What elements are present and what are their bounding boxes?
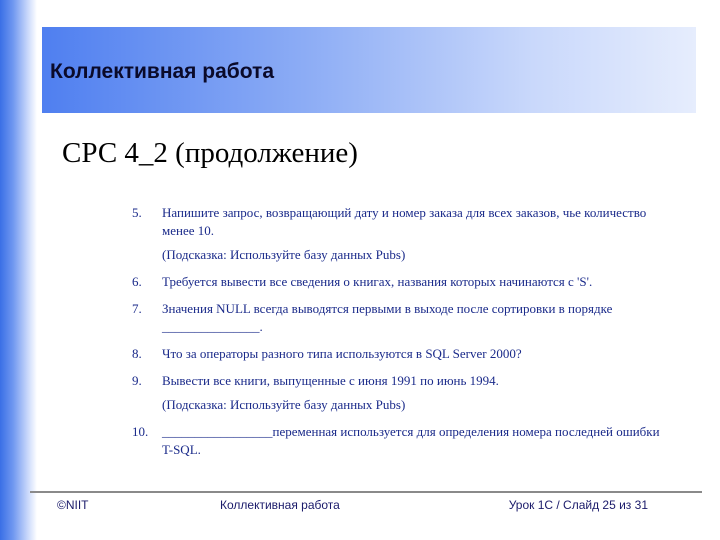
task-item-9 — [132, 372, 662, 390]
task-item-7 — [132, 300, 662, 336]
task-hint — [132, 396, 662, 414]
task-text: Значения NULL всегда выводятся первыми в выходе после сортировки в порядке _______________. — [162, 301, 613, 334]
task-number: 9. — [132, 373, 142, 388]
task-text: Что за операторы разного типа используются в SQL Server 2000? — [162, 346, 522, 361]
footer-course-title: Коллективная работа — [220, 498, 340, 512]
task-number: 10. — [132, 424, 149, 439]
task-number: 6. — [132, 274, 142, 289]
task-text: Вывести все книги, выпущенные с июня 1991 по июнь 1994. — [162, 373, 499, 388]
task-item-6 — [132, 273, 662, 291]
footer-divider — [30, 491, 702, 493]
left-gradient-bar — [0, 0, 37, 540]
hint-text: (Подсказка: Используйте базу данных Pubs) — [162, 247, 406, 262]
task-number: 7. — [132, 301, 142, 316]
task-list — [132, 204, 662, 468]
header-title: Коллективная работа — [50, 60, 275, 83]
task-number: 8. — [132, 346, 142, 361]
task-item-5 — [132, 204, 662, 240]
task-text: _________________переменная используется для определения номера последней ошибки T-SQL. — [162, 424, 660, 457]
task-number: 5. — [132, 205, 142, 220]
task-text: Требуется вывести все сведения о книгах, названия которых начинаются с 'S'. — [162, 274, 593, 289]
task-hint — [132, 246, 662, 264]
slide-heading: СРС 4_2 (продолжение) — [62, 137, 358, 169]
task-text: Напишите запрос, возвращающий дату и номер заказа для всех заказов, чье количество менее 10. — [162, 205, 647, 238]
task-item-10 — [132, 423, 662, 459]
hint-text: (Подсказка: Используйте базу данных Pubs) — [162, 397, 406, 412]
footer-copyright: ©NIIT — [57, 498, 89, 512]
task-item-8 — [132, 345, 662, 363]
footer-slide-counter: Урок 1С / Слайд 25 из 31 — [508, 498, 648, 512]
